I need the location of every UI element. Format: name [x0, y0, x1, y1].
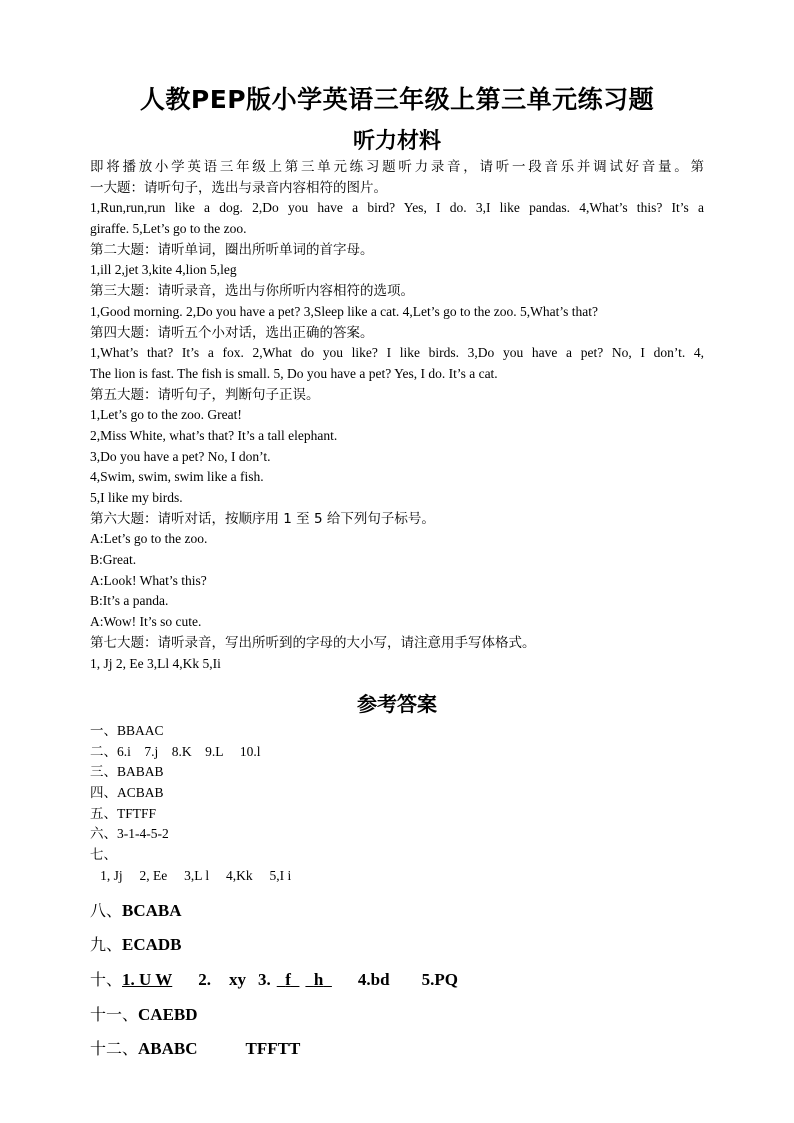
answer-label: 九、	[90, 935, 123, 954]
answer-nine	[90, 932, 182, 955]
listening-material	[90, 157, 704, 674]
answer-part: f	[285, 970, 291, 989]
listening-line: 1,Let’s go to the zoo. Great!	[90, 407, 242, 423]
answer-twelve	[90, 1036, 300, 1059]
answer-line: 七、	[90, 847, 117, 863]
answer-line: 四、ACBAB	[90, 785, 164, 801]
answer-value: TFFTT	[245, 1039, 301, 1058]
answer-line: 五、TFTFF	[90, 805, 157, 821]
answer-eight	[90, 898, 182, 921]
listening-line: giraffe. 5,Let’s go to the zoo.	[90, 221, 247, 237]
listening-line: 第四大题：请听五个小对话，选出正确的答案。	[90, 324, 374, 341]
listening-line: 4,Swim, swim, swim like a fish.	[90, 469, 264, 485]
section-title-listening: 听力材料	[352, 129, 441, 154]
listening-line: 1,Run,run,run like a dog. 2,Do you have a bird? Yes, I do. 3,I like pandas. 4,What’s this? It’s a	[90, 200, 704, 216]
answer-label: 十二、	[90, 1039, 139, 1058]
listening-line: 1,ill 2,jet 3,kite 4,lion 5,leg	[90, 262, 237, 278]
listening-line: 即将播放小学英语三年级上第三单元练习题听力录音，请听一段音乐并调试好音量。第	[90, 159, 704, 175]
answer-part: 2.	[198, 970, 211, 989]
listening-line: 1, Jj 2, Ee 3,Ll 4,Kk 5,Ii	[90, 655, 221, 671]
answer-label: 十、	[90, 970, 123, 989]
listening-line: A:Look! What’s this?	[90, 572, 207, 588]
listening-line: 第五大题：请听句子，判断句子正误。	[90, 386, 320, 403]
answer-line: 1, Jj 2, Ee 3,L l 4,Kk 5,I i	[90, 867, 292, 883]
answer-part: 1. U W	[122, 970, 173, 989]
answer-line: 三、BABAB	[90, 764, 164, 780]
answer-part: 3.	[258, 970, 271, 989]
listening-line: 第六大题：请听对话，按顺序用 1 至 5 给下列句子标号。	[90, 510, 435, 527]
answer-eleven	[90, 1002, 198, 1025]
section-title-answers: 参考答案	[357, 692, 437, 716]
answer-line: 六、3-1-4-5-2	[90, 826, 169, 842]
answer-label: 八、	[90, 901, 123, 920]
answer-ten	[90, 967, 458, 990]
answer-label: 十一、	[90, 1005, 139, 1024]
answer-part: xy	[229, 970, 246, 989]
listening-line: 第三大题：请听录音，选出与你所听内容相符的选项。	[90, 283, 414, 300]
listening-line: 一大题：请听句子，选出与录音内容相符的图片。	[90, 179, 387, 196]
answer-value: ABABC	[138, 1039, 198, 1058]
answer-value: ECADB	[122, 935, 182, 954]
listening-line: A:Let’s go to the zoo.	[90, 531, 208, 547]
answer-part: h	[313, 970, 324, 989]
answer-line: 一、BBAAC	[90, 723, 164, 738]
answer-line: 二、6.i 7.j 8.K 9.L 10.l	[90, 743, 261, 759]
listening-line: 1,What’s that? It’s a fox. 2,What do you like? I like birds. 3,Do you have a pet? No, I don’t. 4,	[90, 345, 704, 361]
page-title: 人教PEP版小学英语三年级上第三单元练习题	[139, 85, 655, 114]
listening-line: The lion is fast. The fish is small. 5, Do you have a pet? Yes, I do. It’s a cat.	[90, 365, 498, 381]
listening-line: A:Wow! It’s so cute.	[90, 614, 202, 630]
listening-line: 5,I like my birds.	[90, 490, 183, 505]
answer-part: 5.PQ	[421, 970, 458, 989]
answer-blank	[305, 970, 331, 989]
answer-blank	[277, 970, 300, 989]
listening-line: 2,Miss White, what’s that? It’s a tall elephant.	[90, 427, 338, 443]
listening-line: 第七大题：请听录音，写出所听到的字母的大小写，请注意用手写体格式。	[90, 634, 536, 651]
listening-line: B:Great.	[90, 552, 137, 568]
listening-line: 3,Do you have a pet? No, I don’t.	[90, 448, 271, 464]
answer-value: CAEBD	[138, 1005, 198, 1024]
answer-value: BCABA	[122, 901, 182, 920]
answer-list	[90, 721, 710, 887]
answer-part: 4.bd	[357, 970, 390, 989]
listening-line: 1,Good morning. 2,Do you have a pet? 3,Sleep like a cat. 4,Let’s go to the zoo. 5,What’s that?	[90, 303, 598, 319]
listening-line: 第二大题：请听单词，圈出所听单词的首字母。	[90, 241, 374, 258]
listening-line: B:It’s a panda.	[90, 593, 169, 609]
